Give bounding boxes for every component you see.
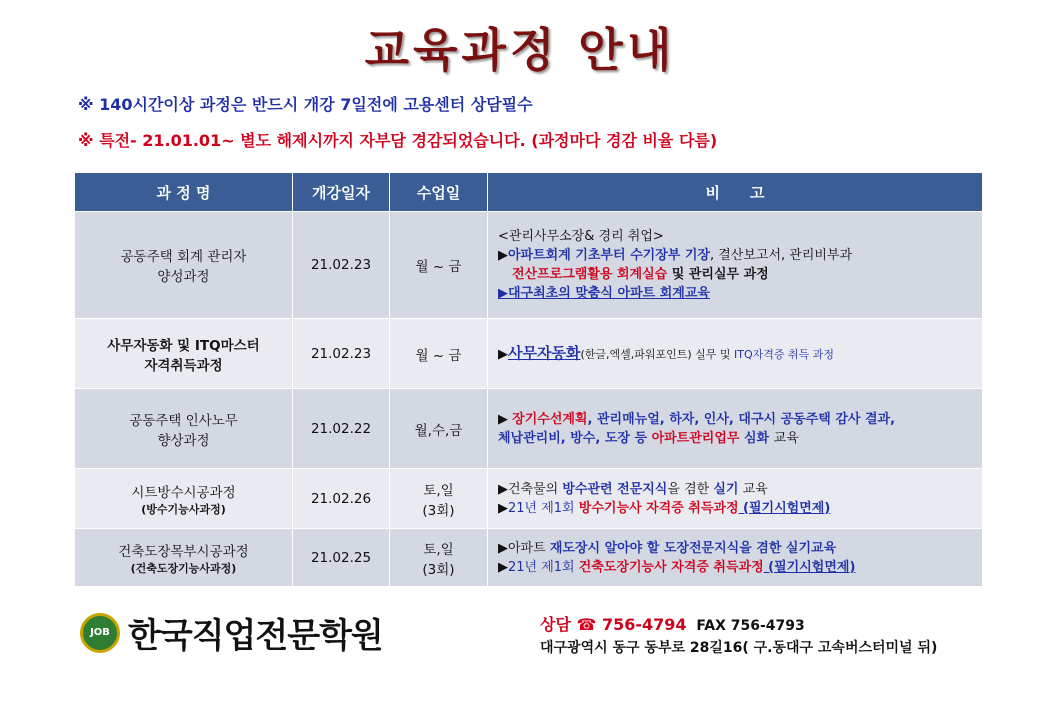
course-name: 건축도장목부시공과정 (건축도장기능사과정) (75, 529, 293, 587)
class-days: 월 ~ 금 (390, 319, 488, 389)
header-remarks: 비 고 (488, 173, 983, 212)
class-days: 토,일 (3회) (390, 529, 488, 587)
academy-seal-icon: JOB (80, 613, 120, 653)
header-start-date: 개강일자 (293, 173, 390, 212)
page-title: 교육과정 안내 (364, 23, 676, 77)
phone-number[interactable]: 상담 ☎ 756-4794 (540, 615, 687, 634)
course-name: 시트방수시공과정 (방수기능사과정) (75, 469, 293, 529)
remarks: ▶사무자동화(한글,엑셀,파워포인트) 실무 및 ITQ자격증 취득 과정 (488, 319, 983, 389)
course-name: 사무자동화 및 ITQ마스터 자격취득과정 (75, 319, 293, 389)
address: 대구광역시 동구 동부로 28길16( 구.동대구 고속버스터미널 뒤) (540, 640, 938, 656)
start-date: 21.02.26 (293, 469, 390, 529)
table-row (75, 319, 983, 389)
link-daegu-first-course[interactable]: ▶대구최초의 맞춤식 아파트 회계교육 (498, 286, 710, 301)
header-class-days: 수업일 (390, 173, 488, 212)
start-date: 21.02.23 (293, 319, 390, 389)
course-name: 공동주택 인사노무 향상과정 (75, 389, 293, 469)
fax-number: FAX 756-4793 (696, 618, 805, 634)
table-row (75, 212, 983, 319)
class-days: 토,일 (3회) (390, 469, 488, 529)
start-date: 21.02.22 (293, 389, 390, 469)
table-row (75, 529, 983, 587)
class-days: 월,수,금 (390, 389, 488, 469)
course-name: 공동주택 회계 관리자 양성과정 (75, 212, 293, 319)
course-table (74, 172, 983, 587)
table-row (75, 389, 983, 469)
academy-logo (80, 608, 383, 657)
class-days: 월 ~ 금 (390, 212, 488, 319)
academy-name: 한국직업전문학원 (128, 616, 383, 656)
notice-consultation: ※ 140시간이상 과정은 반드시 개강 7일전에 고용센터 상담필수 (78, 95, 533, 114)
notice-benefit: ※ 특전- 21.01.01~ 별도 해제시까지 자부담 경감되었습니다. (과정마다 경감 비율 다름) (78, 131, 718, 150)
remarks: <관리사무소장& 경리 취업> ▶아파트회계 기초부터 수기장부 기장, 결산보고서, 관리비부과 전산프로그램활용 회계실습 및 관리실무 과정 ▶대구최초의 맞춤식 아파트 회계교육 (488, 212, 983, 319)
remarks: ▶ 장기수선계획, 관리매뉴얼, 하자, 인사, 대구시 공동주택 감사 결과, 체납관리비, 방수, 도장 등 아파트관리업무 심화 교육 (488, 389, 983, 469)
remarks: ▶건축물의 방수관련 전문지식을 겸한 실기 교육 ▶21년 제1회 방수기능사 자격증 취득과정 (필기시험면제) (488, 469, 983, 529)
table-header-row (75, 173, 983, 212)
start-date: 21.02.23 (293, 212, 390, 319)
contact-info (540, 614, 937, 659)
table-row (75, 469, 983, 529)
header-course-name: 과 정 명 (75, 173, 293, 212)
start-date: 21.02.25 (293, 529, 390, 587)
remarks: ▶아파트 재도장시 알아야 할 도장전문지식을 겸한 실기교육 ▶21년 제1회 건축도장기능사 자격증 취득과정 (필기시험면제) (488, 529, 983, 587)
